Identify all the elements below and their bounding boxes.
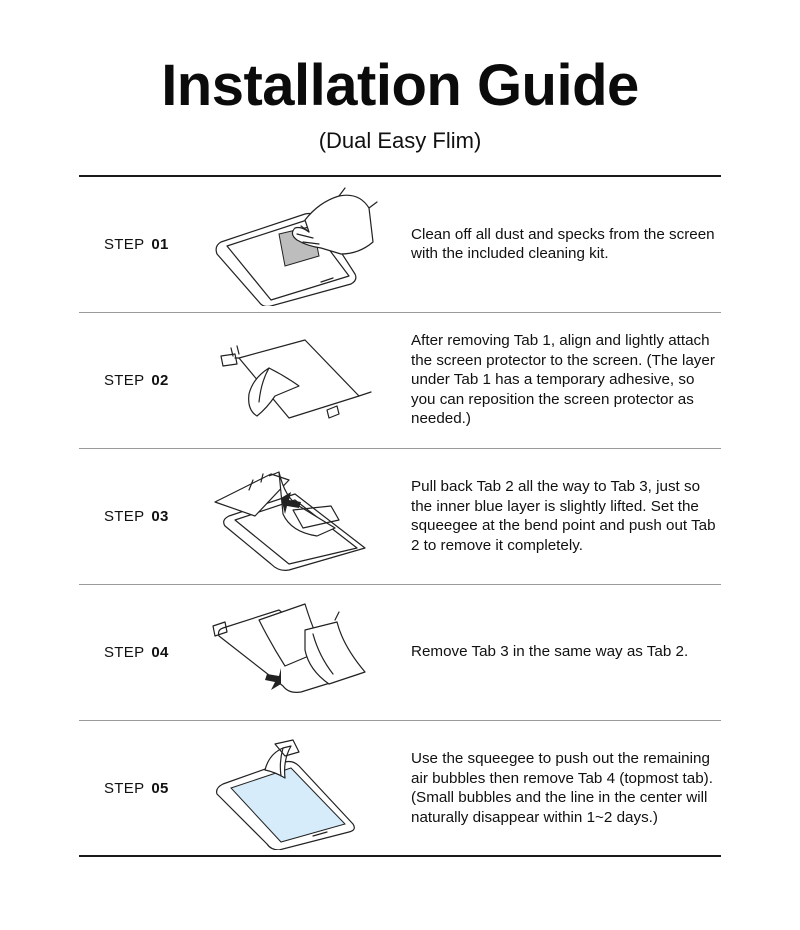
step-label: STEP 03 bbox=[104, 507, 169, 525]
step-04 bbox=[79, 584, 721, 720]
align-protector-icon bbox=[209, 318, 379, 442]
step-number: 03 bbox=[151, 507, 169, 525]
step-03 bbox=[79, 448, 721, 584]
bottom-rule bbox=[79, 855, 721, 857]
pull-back-tab-icon bbox=[209, 454, 379, 578]
page-subtitle: (Dual Easy Flim) bbox=[318, 128, 482, 153]
step-description: Use the squeegee to push out the remaining air bubbles then remove Tab 4 (topmost tab). (Small bubbles and the line in the center will naturally disappear within 1~2 days.) bbox=[411, 750, 713, 826]
step-01 bbox=[79, 176, 721, 312]
step-label: STEP 05 bbox=[104, 779, 169, 797]
step-number: 02 bbox=[151, 371, 169, 389]
step-05 bbox=[79, 720, 721, 856]
remove-tab-icon bbox=[209, 590, 379, 714]
step-description: Remove Tab 3 in the same way as Tab 2. bbox=[411, 643, 689, 661]
step-label: STEP 01 bbox=[104, 235, 169, 253]
step-description: Pull back Tab 2 all the way to Tab 3, just so the inner blue layer is slightly lifted. Set the squeegee at the bend point and push out Tab 2 to remove it completely. bbox=[411, 478, 716, 554]
step-number: 01 bbox=[151, 235, 169, 253]
step-description: Clean off all dust and specks from the screen with the included cleaning kit. bbox=[411, 225, 715, 262]
step-label: STEP 04 bbox=[104, 643, 169, 661]
step-number: 04 bbox=[151, 643, 169, 661]
step-description: After removing Tab 1, align and lightly attach the screen protector to the screen. (The layer under Tab 1 has a temporary adhesive, so you can reposition the screen protector as needed.) bbox=[411, 332, 715, 428]
page-title: Installation Guide bbox=[161, 53, 639, 118]
hand-cleaning-phone-icon bbox=[209, 182, 379, 306]
step-label: STEP 02 bbox=[104, 371, 169, 389]
step-02 bbox=[79, 312, 721, 448]
peel-top-tab-icon bbox=[209, 726, 379, 850]
step-number: 05 bbox=[151, 779, 169, 797]
